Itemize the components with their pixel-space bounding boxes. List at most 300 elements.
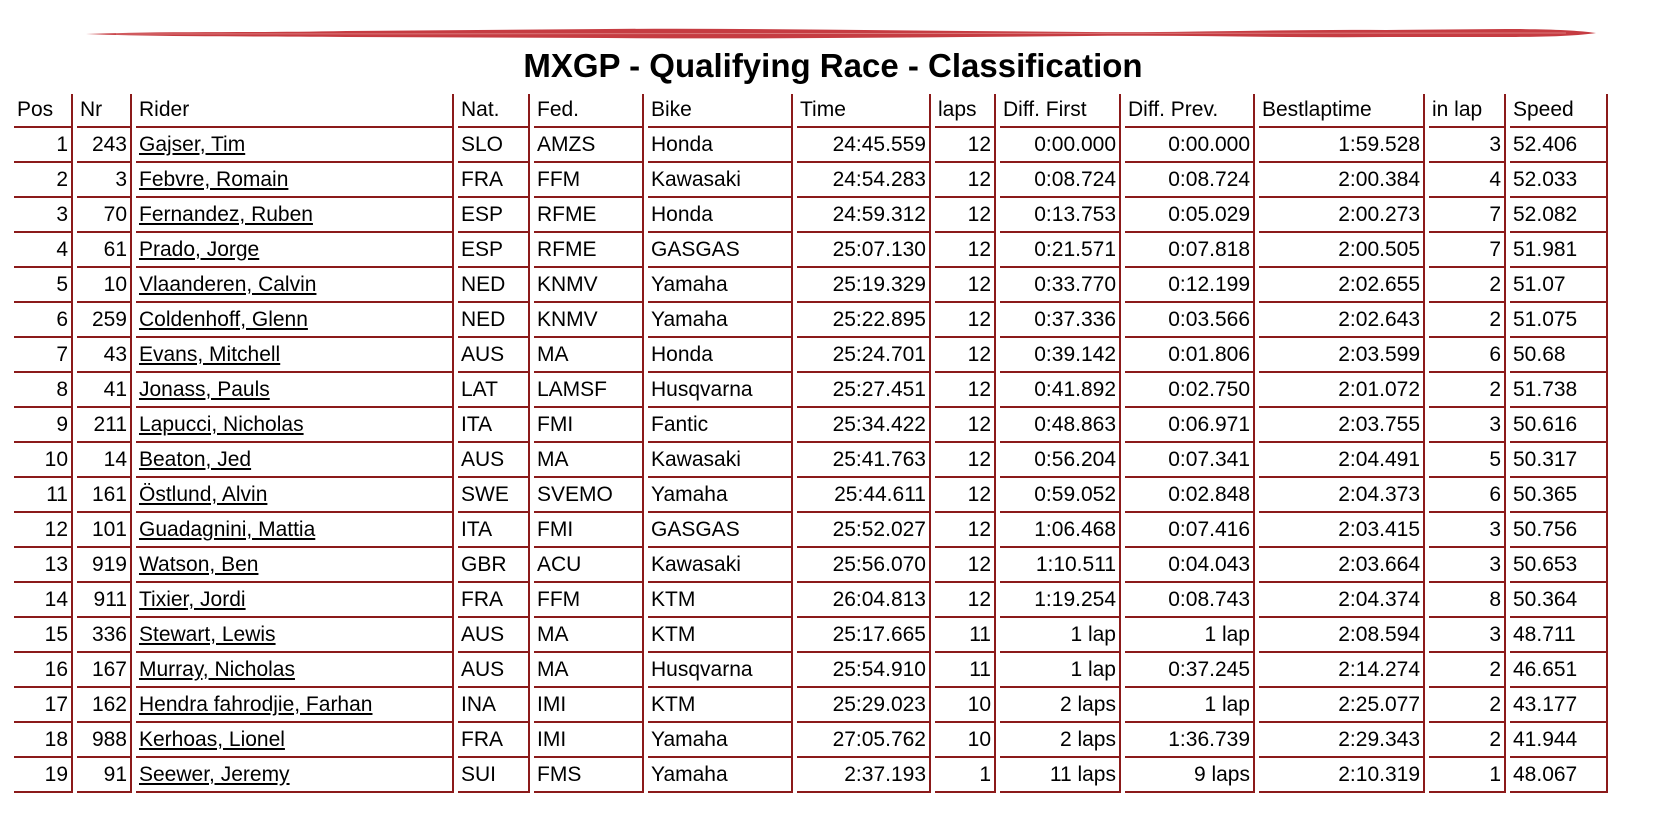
cell-rider xyxy=(136,583,454,618)
cell-speed: 43.177 xyxy=(1510,688,1608,723)
cell-rider xyxy=(136,338,454,373)
cell-nat: AUS xyxy=(458,618,530,653)
header-nat: Nat. xyxy=(458,94,530,128)
cell-diff-prev: 0:08.743 xyxy=(1125,583,1255,618)
cell-fed: SVEMO xyxy=(534,478,644,513)
cell-bike: Honda xyxy=(648,338,793,373)
cell-in-lap: 2 xyxy=(1429,373,1506,408)
cell-pos: 8 xyxy=(14,373,73,408)
cell-bestlaptime: 2:03.664 xyxy=(1259,548,1425,583)
cell-diff-first: 1 lap xyxy=(1000,653,1121,688)
table-row xyxy=(14,163,1608,198)
cell-fed: FFM xyxy=(534,583,644,618)
cell-diff-prev: 0:08.724 xyxy=(1125,163,1255,198)
cell-in-lap: 6 xyxy=(1429,338,1506,373)
cell-time: 25:17.665 xyxy=(797,618,931,653)
cell-laps: 11 xyxy=(935,653,996,688)
cell-pos: 11 xyxy=(14,478,73,513)
cell-fed: MA xyxy=(534,338,644,373)
cell-in-lap: 3 xyxy=(1429,513,1506,548)
rider-link[interactable]: Guadagnini, Mattia xyxy=(139,517,316,541)
cell-fed: RFME xyxy=(534,233,644,268)
cell-speed: 52.082 xyxy=(1510,198,1608,233)
cell-nr: 10 xyxy=(77,268,132,303)
rider-link[interactable]: Vlaanderen, Calvin xyxy=(139,272,317,296)
cell-diff-prev: 1:36.739 xyxy=(1125,723,1255,758)
cell-time: 25:24.701 xyxy=(797,338,931,373)
cell-time: 2:37.193 xyxy=(797,758,931,793)
rider-link[interactable]: Beaton, Jed xyxy=(139,447,252,471)
header-bestlaptime: Bestlaptime xyxy=(1259,94,1425,128)
header-bike: Bike xyxy=(648,94,793,128)
cell-speed: 51.07 xyxy=(1510,268,1608,303)
cell-speed: 52.406 xyxy=(1510,128,1608,163)
table-row xyxy=(14,478,1608,513)
cell-bike: GASGAS xyxy=(648,513,793,548)
rider-link[interactable]: Jonass, Pauls xyxy=(139,377,270,401)
cell-speed: 50.364 xyxy=(1510,583,1608,618)
table-row xyxy=(14,233,1608,268)
cell-nr: 211 xyxy=(77,408,132,443)
cell-speed: 50.365 xyxy=(1510,478,1608,513)
cell-diff-prev: 0:07.818 xyxy=(1125,233,1255,268)
cell-laps: 12 xyxy=(935,233,996,268)
cell-time: 25:29.023 xyxy=(797,688,931,723)
rider-link[interactable]: Watson, Ben xyxy=(139,552,259,576)
cell-bestlaptime: 2:00.384 xyxy=(1259,163,1425,198)
cell-bike: KTM xyxy=(648,583,793,618)
cell-diff-prev: 0:05.029 xyxy=(1125,198,1255,233)
cell-nat: SUI xyxy=(458,758,530,793)
cell-nat: GBR xyxy=(458,548,530,583)
cell-rider xyxy=(136,548,454,583)
table-row xyxy=(14,513,1608,548)
cell-in-lap: 2 xyxy=(1429,268,1506,303)
cell-diff-prev: 0:02.848 xyxy=(1125,478,1255,513)
cell-bike: Yamaha xyxy=(648,268,793,303)
cell-pos: 4 xyxy=(14,233,73,268)
cell-speed: 50.68 xyxy=(1510,338,1608,373)
cell-rider xyxy=(136,128,454,163)
cell-in-lap: 3 xyxy=(1429,408,1506,443)
cell-laps: 12 xyxy=(935,478,996,513)
table-row xyxy=(14,443,1608,478)
cell-bike: Yamaha xyxy=(648,723,793,758)
cell-speed: 51.075 xyxy=(1510,303,1608,338)
cell-diff-prev: 0:07.416 xyxy=(1125,513,1255,548)
cell-bestlaptime: 2:14.274 xyxy=(1259,653,1425,688)
cell-speed: 52.033 xyxy=(1510,163,1608,198)
cell-in-lap: 8 xyxy=(1429,583,1506,618)
cell-bike: Husqvarna xyxy=(648,373,793,408)
cell-fed: IMI xyxy=(534,723,644,758)
cell-rider xyxy=(136,478,454,513)
cell-nat: FRA xyxy=(458,583,530,618)
table-row xyxy=(14,618,1608,653)
cell-pos: 10 xyxy=(14,443,73,478)
cell-time: 24:54.283 xyxy=(797,163,931,198)
header-time: Time xyxy=(797,94,931,128)
header-pos: Pos xyxy=(14,94,73,128)
cell-laps: 12 xyxy=(935,548,996,583)
cell-rider xyxy=(136,688,454,723)
cell-diff-first: 2 laps xyxy=(1000,723,1121,758)
cell-nr: 101 xyxy=(77,513,132,548)
cell-pos: 17 xyxy=(14,688,73,723)
cell-pos: 7 xyxy=(14,338,73,373)
rider-link[interactable]: Evans, Mitchell xyxy=(139,342,281,366)
cell-nr: 911 xyxy=(77,583,132,618)
cell-bestlaptime: 2:25.077 xyxy=(1259,688,1425,723)
table-row xyxy=(14,688,1608,723)
cell-in-lap: 5 xyxy=(1429,443,1506,478)
cell-fed: KNMV xyxy=(534,303,644,338)
cell-laps: 12 xyxy=(935,303,996,338)
table-row xyxy=(14,128,1608,163)
cell-nr: 162 xyxy=(77,688,132,723)
cell-diff-prev: 0:01.806 xyxy=(1125,338,1255,373)
cell-time: 25:27.451 xyxy=(797,373,931,408)
cell-in-lap: 6 xyxy=(1429,478,1506,513)
cell-laps: 12 xyxy=(935,408,996,443)
cell-pos: 15 xyxy=(14,618,73,653)
cell-in-lap: 3 xyxy=(1429,618,1506,653)
cell-bestlaptime: 2:04.374 xyxy=(1259,583,1425,618)
cell-diff-first: 0:00.000 xyxy=(1000,128,1121,163)
header-diff-first: Diff. First xyxy=(1000,94,1121,128)
cell-speed: 48.711 xyxy=(1510,618,1608,653)
cell-rider xyxy=(136,408,454,443)
cell-nat: LAT xyxy=(458,373,530,408)
cell-time: 26:04.813 xyxy=(797,583,931,618)
cell-bike: Yamaha xyxy=(648,303,793,338)
cell-laps: 12 xyxy=(935,198,996,233)
cell-nr: 336 xyxy=(77,618,132,653)
header-in-lap: in lap xyxy=(1429,94,1506,128)
cell-time: 25:54.910 xyxy=(797,653,931,688)
cell-fed: FMI xyxy=(534,513,644,548)
cell-diff-prev: 0:02.750 xyxy=(1125,373,1255,408)
cell-speed: 46.651 xyxy=(1510,653,1608,688)
cell-fed: FFM xyxy=(534,163,644,198)
cell-laps: 1 xyxy=(935,758,996,793)
cell-diff-first: 1:19.254 xyxy=(1000,583,1121,618)
cell-nr: 70 xyxy=(77,198,132,233)
cell-nat: FRA xyxy=(458,723,530,758)
cell-fed: MA xyxy=(534,653,644,688)
table-row xyxy=(14,723,1608,758)
table-row xyxy=(14,583,1608,618)
cell-speed: 51.981 xyxy=(1510,233,1608,268)
cell-bestlaptime: 2:03.755 xyxy=(1259,408,1425,443)
cell-nr: 3 xyxy=(77,163,132,198)
cell-nr: 91 xyxy=(77,758,132,793)
cell-in-lap: 3 xyxy=(1429,128,1506,163)
cell-diff-first: 0:33.770 xyxy=(1000,268,1121,303)
cell-fed: RFME xyxy=(534,198,644,233)
cell-fed: AMZS xyxy=(534,128,644,163)
cell-in-lap: 7 xyxy=(1429,233,1506,268)
cell-nr: 167 xyxy=(77,653,132,688)
cell-time: 25:44.611 xyxy=(797,478,931,513)
cell-nr: 43 xyxy=(77,338,132,373)
cell-fed: MA xyxy=(534,618,644,653)
rider-link[interactable]: Murray, Nicholas xyxy=(139,657,295,681)
table-header-row xyxy=(14,94,1608,128)
cell-bestlaptime: 2:02.643 xyxy=(1259,303,1425,338)
cell-pos: 12 xyxy=(14,513,73,548)
cell-speed: 50.756 xyxy=(1510,513,1608,548)
cell-diff-prev: 0:00.000 xyxy=(1125,128,1255,163)
rider-link[interactable]: Seewer, Jeremy xyxy=(139,762,290,786)
cell-laps: 12 xyxy=(935,128,996,163)
cell-diff-prev: 1 lap xyxy=(1125,618,1255,653)
cell-bike: Honda xyxy=(648,198,793,233)
cell-pos: 14 xyxy=(14,583,73,618)
table-row xyxy=(14,198,1608,233)
cell-laps: 10 xyxy=(935,688,996,723)
rider-link[interactable]: Febvre, Romain xyxy=(139,167,289,191)
cell-time: 25:56.070 xyxy=(797,548,931,583)
cell-bike: Yamaha xyxy=(648,478,793,513)
cell-in-lap: 3 xyxy=(1429,548,1506,583)
cell-nr: 919 xyxy=(77,548,132,583)
rider-link[interactable]: Tixier, Jordi xyxy=(139,587,246,611)
cell-pos: 1 xyxy=(14,128,73,163)
cell-fed: MA xyxy=(534,443,644,478)
cell-diff-first: 1:06.468 xyxy=(1000,513,1121,548)
page-title: MXGP - Qualifying Race - Classification xyxy=(523,47,1143,84)
cell-time: 25:52.027 xyxy=(797,513,931,548)
rider-link[interactable]: Gajser, Tim xyxy=(139,132,246,156)
header-fed: Fed. xyxy=(534,94,644,128)
header-laps: laps xyxy=(935,94,996,128)
cell-fed: FMS xyxy=(534,758,644,793)
cell-diff-first: 0:21.571 xyxy=(1000,233,1121,268)
cell-time: 24:59.312 xyxy=(797,198,931,233)
cell-speed: 50.317 xyxy=(1510,443,1608,478)
header-rider: Rider xyxy=(136,94,454,128)
decorative-brush-stroke xyxy=(86,25,1596,43)
cell-bestlaptime: 2:03.415 xyxy=(1259,513,1425,548)
cell-bestlaptime: 2:29.343 xyxy=(1259,723,1425,758)
cell-rider xyxy=(136,373,454,408)
cell-time: 25:22.895 xyxy=(797,303,931,338)
cell-bike: Honda xyxy=(648,128,793,163)
cell-bestlaptime: 2:10.319 xyxy=(1259,758,1425,793)
rider-link[interactable]: Fernandez, Ruben xyxy=(139,202,313,226)
cell-nr: 988 xyxy=(77,723,132,758)
cell-diff-first: 2 laps xyxy=(1000,688,1121,723)
cell-pos: 16 xyxy=(14,653,73,688)
cell-bike: Kawasaki xyxy=(648,548,793,583)
cell-diff-prev: 0:07.341 xyxy=(1125,443,1255,478)
cell-diff-first: 0:56.204 xyxy=(1000,443,1121,478)
table-row xyxy=(14,408,1608,443)
cell-nat: ITA xyxy=(458,513,530,548)
cell-speed: 51.738 xyxy=(1510,373,1608,408)
cell-bike: Husqvarna xyxy=(648,653,793,688)
cell-rider xyxy=(136,758,454,793)
cell-fed: LAMSF xyxy=(534,373,644,408)
cell-bike: Kawasaki xyxy=(648,163,793,198)
cell-bestlaptime: 2:00.505 xyxy=(1259,233,1425,268)
cell-diff-first: 0:08.724 xyxy=(1000,163,1121,198)
cell-diff-first: 11 laps xyxy=(1000,758,1121,793)
cell-nat: SWE xyxy=(458,478,530,513)
cell-nr: 259 xyxy=(77,303,132,338)
cell-diff-first: 0:39.142 xyxy=(1000,338,1121,373)
cell-bestlaptime: 2:03.599 xyxy=(1259,338,1425,373)
cell-nr: 243 xyxy=(77,128,132,163)
cell-bestlaptime: 2:01.072 xyxy=(1259,373,1425,408)
cell-speed: 50.653 xyxy=(1510,548,1608,583)
cell-nat: AUS xyxy=(458,443,530,478)
cell-time: 25:07.130 xyxy=(797,233,931,268)
cell-pos: 6 xyxy=(14,303,73,338)
rider-link[interactable]: Stewart, Lewis xyxy=(139,622,276,646)
cell-fed: IMI xyxy=(534,688,644,723)
cell-time: 25:34.422 xyxy=(797,408,931,443)
cell-laps: 12 xyxy=(935,268,996,303)
cell-rider xyxy=(136,618,454,653)
header-nr: Nr xyxy=(77,94,132,128)
cell-diff-first: 0:37.336 xyxy=(1000,303,1121,338)
cell-laps: 12 xyxy=(935,373,996,408)
cell-laps: 10 xyxy=(935,723,996,758)
table-row xyxy=(14,653,1608,688)
cell-nr: 41 xyxy=(77,373,132,408)
cell-nat: AUS xyxy=(458,338,530,373)
cell-rider xyxy=(136,268,454,303)
cell-diff-prev: 0:03.566 xyxy=(1125,303,1255,338)
cell-bestlaptime: 2:04.491 xyxy=(1259,443,1425,478)
cell-rider xyxy=(136,653,454,688)
rider-link[interactable]: Prado, Jorge xyxy=(139,237,260,261)
cell-nat: NED xyxy=(458,303,530,338)
cell-fed: KNMV xyxy=(534,268,644,303)
cell-laps: 12 xyxy=(935,163,996,198)
cell-nat: AUS xyxy=(458,653,530,688)
cell-nat: FRA xyxy=(458,163,530,198)
cell-bike: Fantic xyxy=(648,408,793,443)
cell-diff-prev: 0:37.245 xyxy=(1125,653,1255,688)
cell-diff-prev: 0:12.199 xyxy=(1125,268,1255,303)
cell-bestlaptime: 2:04.373 xyxy=(1259,478,1425,513)
cell-pos: 13 xyxy=(14,548,73,583)
cell-nr: 161 xyxy=(77,478,132,513)
table-body xyxy=(14,128,1608,793)
cell-time: 27:05.762 xyxy=(797,723,931,758)
rider-link[interactable]: Coldenhoff, Glenn xyxy=(139,307,308,331)
table-row xyxy=(14,303,1608,338)
cell-bike: GASGAS xyxy=(648,233,793,268)
cell-laps: 12 xyxy=(935,338,996,373)
cell-speed: 50.616 xyxy=(1510,408,1608,443)
cell-rider xyxy=(136,163,454,198)
cell-pos: 9 xyxy=(14,408,73,443)
table-row xyxy=(14,548,1608,583)
table-row xyxy=(14,338,1608,373)
table-row xyxy=(14,268,1608,303)
cell-fed: FMI xyxy=(534,408,644,443)
cell-bike: KTM xyxy=(648,688,793,723)
cell-fed: ACU xyxy=(534,548,644,583)
cell-diff-first: 0:41.892 xyxy=(1000,373,1121,408)
cell-nr: 61 xyxy=(77,233,132,268)
cell-pos: 3 xyxy=(14,198,73,233)
cell-rider xyxy=(136,723,454,758)
cell-nat: NED xyxy=(458,268,530,303)
cell-laps: 12 xyxy=(935,443,996,478)
cell-speed: 41.944 xyxy=(1510,723,1608,758)
cell-bestlaptime: 2:02.655 xyxy=(1259,268,1425,303)
cell-pos: 5 xyxy=(14,268,73,303)
cell-pos: 19 xyxy=(14,758,73,793)
rider-link[interactable]: Lapucci, Nicholas xyxy=(139,412,304,436)
cell-nat: INA xyxy=(458,688,530,723)
cell-nat: ITA xyxy=(458,408,530,443)
cell-rider xyxy=(136,513,454,548)
cell-diff-prev: 9 laps xyxy=(1125,758,1255,793)
cell-bike: KTM xyxy=(648,618,793,653)
cell-in-lap: 2 xyxy=(1429,653,1506,688)
cell-in-lap: 7 xyxy=(1429,198,1506,233)
cell-time: 24:45.559 xyxy=(797,128,931,163)
cell-bike: Kawasaki xyxy=(648,443,793,478)
cell-rider xyxy=(136,233,454,268)
header-speed: Speed xyxy=(1510,94,1608,128)
table-row xyxy=(14,373,1608,408)
cell-nat: SLO xyxy=(458,128,530,163)
cell-diff-first: 0:48.863 xyxy=(1000,408,1121,443)
cell-in-lap: 2 xyxy=(1429,688,1506,723)
cell-bestlaptime: 2:00.273 xyxy=(1259,198,1425,233)
cell-rider xyxy=(136,198,454,233)
cell-diff-first: 1 lap xyxy=(1000,618,1121,653)
header-diff-prev: Diff. Prev. xyxy=(1125,94,1255,128)
cell-pos: 18 xyxy=(14,723,73,758)
cell-diff-first: 0:59.052 xyxy=(1000,478,1121,513)
cell-laps: 12 xyxy=(935,513,996,548)
cell-bestlaptime: 1:59.528 xyxy=(1259,128,1425,163)
cell-pos: 2 xyxy=(14,163,73,198)
cell-time: 25:19.329 xyxy=(797,268,931,303)
cell-time: 25:41.763 xyxy=(797,443,931,478)
cell-diff-first: 1:10.511 xyxy=(1000,548,1121,583)
cell-nat: ESP xyxy=(458,233,530,268)
table-row xyxy=(14,758,1608,793)
rider-link[interactable]: Hendra fahrodjie, Farhan xyxy=(139,692,373,716)
cell-laps: 12 xyxy=(935,583,996,618)
cell-diff-prev: 1 lap xyxy=(1125,688,1255,723)
cell-bike: Yamaha xyxy=(648,758,793,793)
cell-in-lap: 4 xyxy=(1429,163,1506,198)
cell-rider xyxy=(136,303,454,338)
cell-nat: ESP xyxy=(458,198,530,233)
cell-bestlaptime: 2:08.594 xyxy=(1259,618,1425,653)
cell-diff-first: 0:13.753 xyxy=(1000,198,1121,233)
classification-table xyxy=(10,94,1612,793)
cell-speed: 48.067 xyxy=(1510,758,1608,793)
cell-rider xyxy=(136,443,454,478)
cell-nr: 14 xyxy=(77,443,132,478)
rider-link[interactable]: Östlund, Alvin xyxy=(139,482,268,506)
cell-diff-prev: 0:04.043 xyxy=(1125,548,1255,583)
cell-in-lap: 1 xyxy=(1429,758,1506,793)
rider-link[interactable]: Kerhoas, Lionel xyxy=(139,727,285,751)
cell-diff-prev: 0:06.971 xyxy=(1125,408,1255,443)
